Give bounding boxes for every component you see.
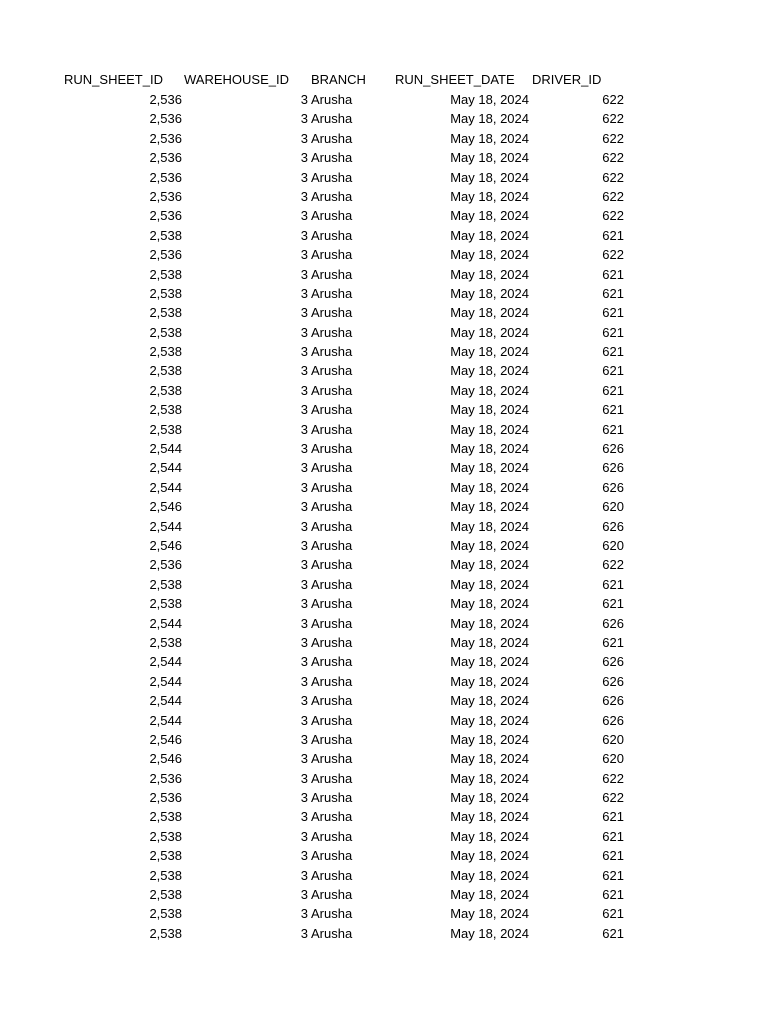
table-row [0,458,768,477]
cell-run-sheet-date: May 18, 2024 [450,247,529,263]
cell-branch: Arusha [311,673,353,689]
table-row [0,730,768,749]
table-row [0,633,768,652]
cell-branch: Arusha [311,596,353,612]
cell-driver-id: 621 [602,421,624,437]
cell-run-sheet-id: 2,538 [149,363,182,379]
cell-warehouse-id: 3 [300,751,308,767]
cell-warehouse-id: 3 [300,460,308,476]
cell-warehouse-id: 3 [300,285,308,301]
cell-run-sheet-id: 2,544 [149,615,182,631]
cell-run-sheet-date: May 18, 2024 [450,363,529,379]
cell-branch: Arusha [311,305,353,321]
cell-branch: Arusha [311,790,353,806]
table-row [0,284,768,303]
cell-run-sheet-date: May 18, 2024 [450,111,529,127]
cell-run-sheet-date: May 18, 2024 [450,499,529,515]
cell-driver-id: 621 [602,324,624,340]
cell-driver-id: 626 [602,460,624,476]
cell-run-sheet-date: May 18, 2024 [450,402,529,418]
cell-driver-id: 621 [602,402,624,418]
cell-run-sheet-date: May 18, 2024 [450,654,529,670]
cell-warehouse-id: 3 [300,731,308,747]
header-branch: BRANCH [311,72,366,87]
cell-driver-id: 621 [602,266,624,282]
cell-branch: Arusha [311,654,353,670]
cell-driver-id: 622 [602,130,624,146]
header-driver-id: DRIVER_ID [532,72,602,87]
table-row [0,206,768,225]
cell-run-sheet-date: May 18, 2024 [450,712,529,728]
cell-run-sheet-date: May 18, 2024 [450,344,529,360]
table-row [0,400,768,419]
cell-run-sheet-date: May 18, 2024 [450,518,529,534]
table-row [0,614,768,633]
cell-run-sheet-date: May 18, 2024 [450,615,529,631]
table-body [0,90,768,943]
cell-branch: Arusha [311,344,353,360]
cell-branch: Arusha [311,518,353,534]
cell-run-sheet-date: May 18, 2024 [450,751,529,767]
table-row [0,866,768,885]
cell-driver-id: 626 [602,654,624,670]
cell-branch: Arusha [311,770,353,786]
cell-warehouse-id: 3 [300,557,308,573]
cell-driver-id: 626 [602,615,624,631]
cell-branch: Arusha [311,266,353,282]
table-row [0,129,768,148]
cell-branch: Arusha [311,712,353,728]
table-row [0,807,768,826]
cell-branch: Arusha [311,208,353,224]
cell-run-sheet-id: 2,544 [149,441,182,457]
cell-warehouse-id: 3 [300,518,308,534]
cell-branch: Arusha [311,828,353,844]
cell-warehouse-id: 3 [300,867,308,883]
cell-run-sheet-date: May 18, 2024 [450,693,529,709]
cell-run-sheet-date: May 18, 2024 [450,809,529,825]
table-row [0,672,768,691]
cell-warehouse-id: 3 [300,150,308,166]
table-row [0,575,768,594]
cell-run-sheet-id: 2,536 [149,790,182,806]
cell-warehouse-id: 3 [300,421,308,437]
cell-warehouse-id: 3 [300,654,308,670]
cell-run-sheet-id: 2,544 [149,712,182,728]
cell-warehouse-id: 3 [300,111,308,127]
cell-run-sheet-date: May 18, 2024 [450,867,529,883]
cell-run-sheet-id: 2,538 [149,809,182,825]
cell-run-sheet-id: 2,536 [149,188,182,204]
cell-warehouse-id: 3 [300,208,308,224]
cell-driver-id: 622 [602,111,624,127]
cell-run-sheet-id: 2,536 [149,130,182,146]
cell-branch: Arusha [311,227,353,243]
cell-driver-id: 626 [602,441,624,457]
cell-run-sheet-date: May 18, 2024 [450,324,529,340]
cell-driver-id: 620 [602,731,624,747]
cell-run-sheet-id: 2,536 [149,770,182,786]
cell-branch: Arusha [311,848,353,864]
table-row [0,769,768,788]
table-row [0,711,768,730]
cell-run-sheet-id: 2,546 [149,731,182,747]
table-row [0,885,768,904]
cell-run-sheet-id: 2,544 [149,460,182,476]
cell-run-sheet-date: May 18, 2024 [450,479,529,495]
cell-warehouse-id: 3 [300,441,308,457]
cell-driver-id: 621 [602,828,624,844]
cell-run-sheet-id: 2,538 [149,848,182,864]
cell-driver-id: 622 [602,557,624,573]
cell-run-sheet-date: May 18, 2024 [450,169,529,185]
table-row [0,749,768,768]
cell-run-sheet-date: May 18, 2024 [450,887,529,903]
cell-branch: Arusha [311,499,353,515]
table-row [0,924,768,943]
cell-run-sheet-id: 2,538 [149,867,182,883]
cell-branch: Arusha [311,441,353,457]
cell-branch: Arusha [311,615,353,631]
cell-branch: Arusha [311,402,353,418]
cell-driver-id: 622 [602,169,624,185]
cell-run-sheet-id: 2,538 [149,305,182,321]
cell-branch: Arusha [311,537,353,553]
cell-warehouse-id: 3 [300,479,308,495]
cell-run-sheet-id: 2,536 [149,169,182,185]
cell-driver-id: 622 [602,790,624,806]
cell-driver-id: 620 [602,751,624,767]
cell-driver-id: 626 [602,712,624,728]
table-row [0,846,768,865]
cell-run-sheet-date: May 18, 2024 [450,790,529,806]
cell-run-sheet-id: 2,536 [149,92,182,107]
cell-driver-id: 622 [602,247,624,263]
table-row [0,245,768,264]
table-row [0,226,768,245]
cell-run-sheet-date: May 18, 2024 [450,596,529,612]
cell-branch: Arusha [311,169,353,185]
cell-driver-id: 621 [602,848,624,864]
cell-driver-id: 622 [602,92,624,107]
table-row [0,90,768,109]
cell-run-sheet-id: 2,544 [149,518,182,534]
cell-warehouse-id: 3 [300,809,308,825]
cell-branch: Arusha [311,285,353,301]
table-row [0,517,768,536]
cell-branch: Arusha [311,887,353,903]
cell-warehouse-id: 3 [300,266,308,282]
cell-run-sheet-id: 2,546 [149,751,182,767]
table-row [0,536,768,555]
cell-branch: Arusha [311,479,353,495]
cell-run-sheet-id: 2,546 [149,499,182,515]
cell-run-sheet-date: May 18, 2024 [450,925,529,941]
cell-warehouse-id: 3 [300,925,308,941]
table-row [0,109,768,128]
cell-branch: Arusha [311,576,353,592]
cell-driver-id: 621 [602,906,624,922]
cell-branch: Arusha [311,421,353,437]
table-row [0,788,768,807]
cell-warehouse-id: 3 [300,848,308,864]
cell-run-sheet-id: 2,544 [149,693,182,709]
cell-warehouse-id: 3 [300,363,308,379]
cell-run-sheet-id: 2,538 [149,887,182,903]
cell-run-sheet-id: 2,538 [149,828,182,844]
cell-run-sheet-date: May 18, 2024 [450,421,529,437]
cell-branch: Arusha [311,460,353,476]
cell-driver-id: 621 [602,382,624,398]
cell-branch: Arusha [311,363,353,379]
cell-warehouse-id: 3 [300,382,308,398]
cell-warehouse-id: 3 [300,188,308,204]
cell-run-sheet-date: May 18, 2024 [450,557,529,573]
table-row [0,303,768,322]
cell-run-sheet-id: 2,544 [149,479,182,495]
cell-run-sheet-id: 2,536 [149,150,182,166]
table-row [0,691,768,710]
cell-driver-id: 621 [602,576,624,592]
cell-warehouse-id: 3 [300,537,308,553]
cell-branch: Arusha [311,751,353,767]
cell-branch: Arusha [311,867,353,883]
cell-run-sheet-date: May 18, 2024 [450,634,529,650]
cell-driver-id: 621 [602,344,624,360]
cell-warehouse-id: 3 [300,828,308,844]
cell-run-sheet-date: May 18, 2024 [450,266,529,282]
cell-driver-id: 621 [602,596,624,612]
cell-warehouse-id: 3 [300,130,308,146]
cell-run-sheet-date: May 18, 2024 [450,305,529,321]
table-row [0,361,768,380]
cell-driver-id: 622 [602,770,624,786]
cell-run-sheet-date: May 18, 2024 [450,188,529,204]
cell-driver-id: 626 [602,518,624,534]
cell-run-sheet-date: May 18, 2024 [450,848,529,864]
cell-driver-id: 626 [602,673,624,689]
cell-run-sheet-id: 2,546 [149,537,182,553]
cell-run-sheet-id: 2,538 [149,576,182,592]
cell-branch: Arusha [311,130,353,146]
cell-run-sheet-date: May 18, 2024 [450,576,529,592]
cell-run-sheet-id: 2,538 [149,227,182,243]
cell-warehouse-id: 3 [300,227,308,243]
cell-warehouse-id: 3 [300,344,308,360]
cell-branch: Arusha [311,809,353,825]
table-header-row [0,70,768,90]
cell-driver-id: 621 [602,305,624,321]
cell-branch: Arusha [311,731,353,747]
cell-run-sheet-id: 2,544 [149,673,182,689]
cell-branch: Arusha [311,150,353,166]
cell-run-sheet-id: 2,538 [149,925,182,941]
cell-run-sheet-date: May 18, 2024 [450,150,529,166]
cell-branch: Arusha [311,92,353,107]
cell-driver-id: 620 [602,499,624,515]
cell-warehouse-id: 3 [300,887,308,903]
cell-branch: Arusha [311,247,353,263]
cell-branch: Arusha [311,693,353,709]
table-row [0,652,768,671]
cell-run-sheet-date: May 18, 2024 [450,382,529,398]
cell-branch: Arusha [311,925,353,941]
cell-run-sheet-id: 2,538 [149,344,182,360]
cell-branch: Arusha [311,634,353,650]
table-row [0,555,768,574]
cell-driver-id: 621 [602,867,624,883]
table-row [0,148,768,167]
cell-warehouse-id: 3 [300,673,308,689]
cell-warehouse-id: 3 [300,906,308,922]
table-row [0,265,768,284]
cell-driver-id: 621 [602,227,624,243]
cell-run-sheet-date: May 18, 2024 [450,906,529,922]
cell-branch: Arusha [311,111,353,127]
cell-run-sheet-date: May 18, 2024 [450,770,529,786]
cell-run-sheet-id: 2,538 [149,402,182,418]
cell-run-sheet-id: 2,536 [149,208,182,224]
table-row [0,168,768,187]
cell-run-sheet-date: May 18, 2024 [450,285,529,301]
cell-driver-id: 621 [602,809,624,825]
table-row [0,827,768,846]
cell-run-sheet-id: 2,536 [149,247,182,263]
cell-driver-id: 621 [602,285,624,301]
header-warehouse-id: WAREHOUSE_ID [184,72,289,87]
cell-branch: Arusha [311,188,353,204]
cell-run-sheet-id: 2,538 [149,266,182,282]
cell-warehouse-id: 3 [300,324,308,340]
cell-warehouse-id: 3 [300,634,308,650]
cell-warehouse-id: 3 [300,770,308,786]
cell-run-sheet-date: May 18, 2024 [450,731,529,747]
cell-driver-id: 620 [602,537,624,553]
cell-run-sheet-date: May 18, 2024 [450,441,529,457]
cell-run-sheet-date: May 18, 2024 [450,92,529,107]
table-row [0,381,768,400]
cell-driver-id: 621 [602,634,624,650]
cell-run-sheet-id: 2,538 [149,324,182,340]
cell-driver-id: 626 [602,479,624,495]
cell-run-sheet-date: May 18, 2024 [450,537,529,553]
table-row [0,342,768,361]
cell-run-sheet-date: May 18, 2024 [450,460,529,476]
cell-run-sheet-id: 2,536 [149,557,182,573]
cell-run-sheet-date: May 18, 2024 [450,673,529,689]
cell-run-sheet-id: 2,536 [149,111,182,127]
cell-warehouse-id: 3 [300,693,308,709]
header-run-sheet-id: RUN_SHEET_ID [64,72,163,87]
table-row [0,478,768,497]
table-row [0,594,768,613]
cell-run-sheet-id: 2,544 [149,654,182,670]
cell-warehouse-id: 3 [300,576,308,592]
cell-run-sheet-id: 2,538 [149,596,182,612]
cell-driver-id: 621 [602,887,624,903]
cell-run-sheet-id: 2,538 [149,906,182,922]
cell-branch: Arusha [311,906,353,922]
run-sheet-table [0,70,768,943]
cell-branch: Arusha [311,557,353,573]
cell-driver-id: 622 [602,150,624,166]
cell-warehouse-id: 3 [300,92,308,107]
cell-warehouse-id: 3 [300,402,308,418]
cell-warehouse-id: 3 [300,247,308,263]
cell-warehouse-id: 3 [300,615,308,631]
cell-driver-id: 621 [602,363,624,379]
cell-run-sheet-id: 2,538 [149,634,182,650]
cell-warehouse-id: 3 [300,169,308,185]
cell-branch: Arusha [311,382,353,398]
cell-driver-id: 622 [602,208,624,224]
cell-warehouse-id: 3 [300,596,308,612]
table-row [0,439,768,458]
cell-warehouse-id: 3 [300,305,308,321]
cell-run-sheet-id: 2,538 [149,382,182,398]
header-run-sheet-date: RUN_SHEET_DATE [395,72,515,87]
cell-run-sheet-id: 2,538 [149,285,182,301]
table-row [0,497,768,516]
cell-warehouse-id: 3 [300,499,308,515]
table-row [0,904,768,923]
cell-branch: Arusha [311,324,353,340]
table-row [0,187,768,206]
cell-warehouse-id: 3 [300,712,308,728]
cell-run-sheet-date: May 18, 2024 [450,208,529,224]
cell-driver-id: 621 [602,925,624,941]
table-row [0,323,768,342]
cell-driver-id: 626 [602,693,624,709]
cell-warehouse-id: 3 [300,790,308,806]
cell-driver-id: 622 [602,188,624,204]
cell-run-sheet-date: May 18, 2024 [450,828,529,844]
cell-run-sheet-date: May 18, 2024 [450,227,529,243]
cell-run-sheet-id: 2,538 [149,421,182,437]
cell-run-sheet-date: May 18, 2024 [450,130,529,146]
table-row [0,420,768,439]
